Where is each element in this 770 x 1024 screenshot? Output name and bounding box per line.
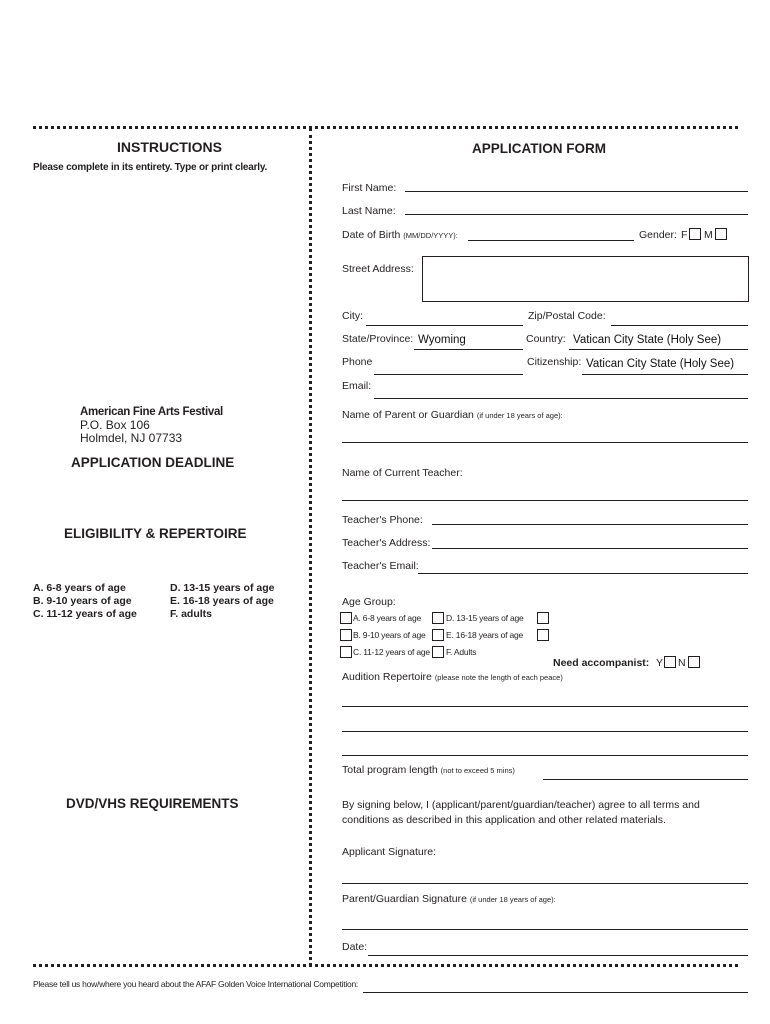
parent-name-field[interactable] (342, 442, 748, 443)
form-title: APPLICATION FORM (472, 141, 606, 156)
parent-signature-hint: (if under 18 years of age): (469, 895, 556, 904)
state-field[interactable] (414, 349, 523, 350)
deadline-title: APPLICATION DEADLINE (71, 455, 235, 470)
last-name-label: Last Name: (342, 205, 396, 217)
total-length-hint: (not to exceed 5 mins) (440, 766, 515, 775)
parent-name-label-text: Name of Parent or Guardian (342, 409, 474, 421)
age-e-label: E. 16-18 years of age (446, 630, 524, 640)
age-a-label: A. 6-8 years of age (353, 613, 422, 623)
citizenship-field[interactable] (582, 374, 748, 375)
age-f-checkbox[interactable] (432, 646, 444, 658)
teacher-name-label: Name of Current Teacher: (342, 467, 463, 479)
accompanist-n-label: N (678, 657, 686, 669)
teacher-email-label: Teacher's Email: (342, 560, 419, 572)
age-c-checkbox[interactable] (340, 646, 352, 658)
first-name-label: First Name: (342, 182, 397, 194)
teacher-phone-label: Teacher's Phone: (342, 514, 423, 526)
agreement-line-2: conditions as described in this application and other related materials. (342, 814, 666, 826)
age-item: B. 9-10 years of age (33, 595, 132, 607)
country-label: Country: (526, 333, 566, 345)
heard-about-label: Please tell us how/where you heard about the AFAF Golden Voice International Competition: (33, 979, 359, 989)
age-item: C. 11-12 years of age (33, 608, 137, 620)
heard-about-field[interactable] (363, 992, 748, 993)
gender-f-label: F (681, 229, 688, 241)
repertoire-line-2[interactable] (342, 731, 748, 732)
age-item: E. 16-18 years of age (170, 595, 274, 607)
bottom-dotted-divider (33, 964, 738, 967)
city-field[interactable] (366, 325, 523, 326)
dob-label-text: Date of Birth (342, 229, 401, 241)
parent-name-label (342, 409, 563, 421)
age-c-label: C. 11-12 years of age (353, 647, 430, 657)
accompanist-y-checkbox[interactable] (664, 656, 676, 668)
teacher-address-field[interactable] (432, 548, 748, 549)
city-label: City: (342, 310, 363, 322)
street-address-label: Street Address: (342, 263, 414, 275)
repertoire-line-1[interactable] (342, 706, 748, 707)
zip-label: Zip/Postal Code: (528, 310, 606, 322)
gender-m-checkbox[interactable] (715, 228, 727, 240)
parent-name-hint: (if under 18 years of age): (476, 411, 563, 420)
state-label: State/Province: (342, 333, 414, 345)
accompanist-y-label: Y (656, 657, 664, 669)
org-address-line2: Holmdel, NJ 07733 (80, 431, 183, 445)
instructions-text: Please complete in its entirety. Type or print clearly. (33, 162, 268, 173)
dvd-requirements-title: DVD/VHS REQUIREMENTS (66, 796, 239, 811)
parent-signature-label-text: Parent/Guardian Signature (342, 893, 467, 905)
age-a-checkbox[interactable] (340, 612, 352, 624)
eligibility-title: ELIGIBILITY & REPERTOIRE (64, 526, 247, 541)
citizenship-value[interactable]: Vatican City State (Holy See) (586, 358, 735, 370)
repertoire-line-3[interactable] (342, 755, 748, 756)
date-label: Date: (342, 941, 368, 953)
parent-signature-field[interactable] (342, 929, 748, 930)
age-d-checkbox[interactable] (432, 612, 444, 624)
age-extra-checkbox-1[interactable] (537, 612, 549, 624)
age-group-label: Age Group: (342, 596, 396, 608)
repertoire-hint: (please note the length of each peace) (434, 673, 563, 682)
top-dotted-divider (33, 126, 738, 129)
total-length-label (342, 764, 515, 776)
total-length-label-text: Total program length (342, 764, 438, 776)
state-value[interactable]: Wyoming (418, 334, 466, 346)
age-d-label: D. 13-15 years of age (446, 613, 524, 623)
age-e-checkbox[interactable] (432, 629, 444, 641)
last-name-field[interactable] (405, 214, 748, 215)
org-address-line1: P.O. Box 106 (80, 418, 150, 432)
age-list-col1 (33, 582, 137, 621)
org-address-block (80, 406, 223, 445)
age-b-label: B. 9-10 years of age (353, 630, 426, 640)
dob-label (342, 229, 458, 241)
agreement-line-1: By signing below, I (applicant/parent/guardian/teacher) agree to all terms and (342, 799, 700, 811)
teacher-address-label: Teacher's Address: (342, 537, 431, 549)
zip-field[interactable] (611, 325, 748, 326)
instructions-title: INSTRUCTIONS (117, 139, 222, 155)
age-b-checkbox[interactable] (340, 629, 352, 641)
phone-field[interactable] (374, 374, 523, 375)
gender-label: Gender: (639, 229, 677, 241)
age-f-label: F. Adults (446, 647, 477, 657)
age-extra-checkbox-2[interactable] (537, 629, 549, 641)
age-item: F. adults (170, 608, 213, 620)
vertical-dotted-divider (309, 128, 312, 966)
country-field[interactable] (569, 349, 748, 350)
phone-label: Phone (342, 356, 373, 368)
repertoire-label-text: Audition Repertoire (342, 671, 432, 683)
total-length-field[interactable] (543, 779, 748, 780)
street-address-field[interactable] (422, 256, 749, 302)
org-name: American Fine Arts Festival (80, 406, 223, 418)
parent-signature-label (342, 893, 556, 905)
gender-f-checkbox[interactable] (689, 228, 701, 240)
first-name-field[interactable] (405, 191, 748, 192)
dob-hint: (MM/DD/YYYY): (403, 231, 458, 240)
applicant-signature-field[interactable] (342, 883, 748, 884)
citizenship-label: Citizenship: (527, 356, 582, 368)
accompanist-n-checkbox[interactable] (688, 656, 700, 668)
teacher-phone-field[interactable] (432, 524, 748, 525)
date-field[interactable] (368, 955, 748, 956)
age-item: A. 6-8 years of age (33, 582, 126, 594)
teacher-email-field[interactable] (418, 573, 748, 574)
applicant-signature-label: Applicant Signature: (342, 846, 436, 858)
email-field[interactable] (374, 398, 748, 399)
repertoire-label (342, 671, 563, 683)
accompanist-label: Need accompanist: (553, 657, 650, 669)
gender-m-label: M (704, 229, 713, 241)
country-value[interactable]: Vatican City State (Holy See) (573, 334, 722, 346)
age-item: D. 13-15 years of age (170, 582, 275, 594)
age-list-col2 (170, 582, 274, 621)
teacher-name-field[interactable] (342, 500, 748, 501)
email-label: Email: (342, 380, 372, 392)
dob-field[interactable] (468, 240, 634, 241)
